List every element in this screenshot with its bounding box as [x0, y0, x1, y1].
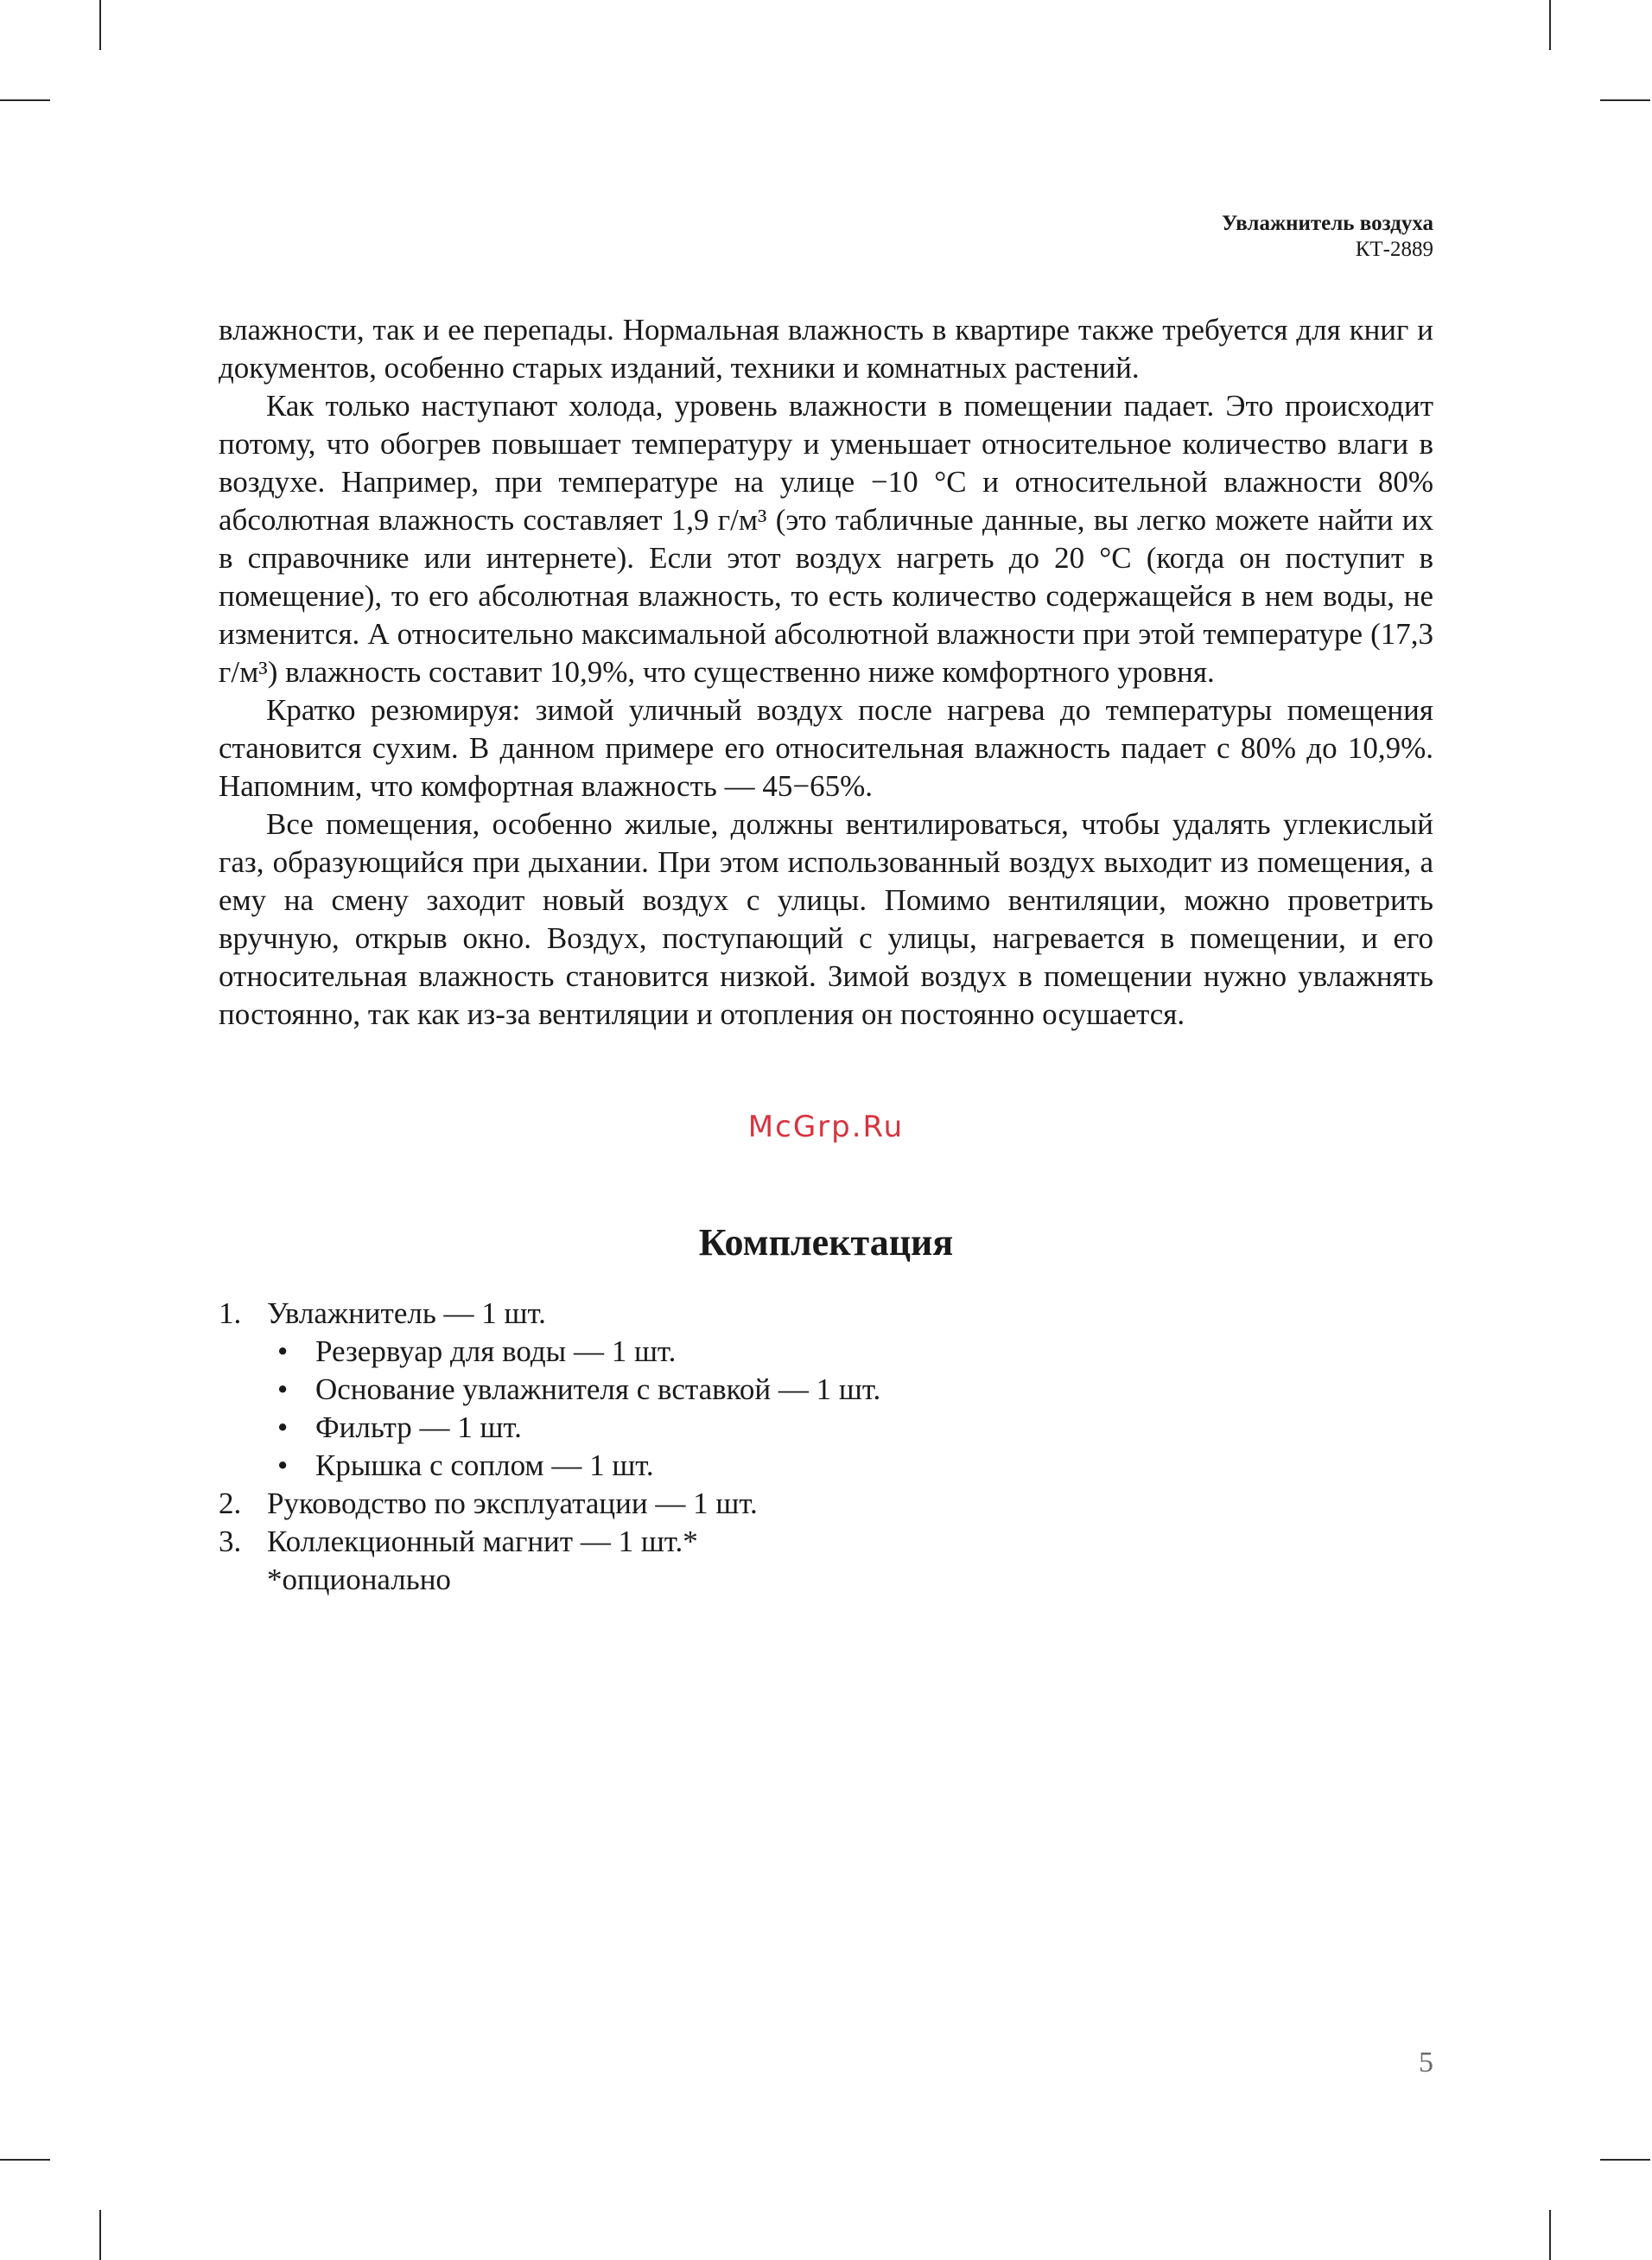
paragraph: Как только наступают холода, уровень влажности в помещении падает. Это происходит потому, что обогрев повышает температуру и уменьшает относительное количество влаги в воздухе. Например, при температуре на улице −10 °С и относительной влажности 80% абсолютная влажность составляет 1,9 г/м³ (это табличные данные, вы легко можете найти их в справочнике или интернете). Если этот воздух нагреть до 20 °С (когда он поступит в помещение), то его абсолютная влажность, то есть количество содержащейся в нем воды, не изменится. А относительно максимальной абсолютной влажности при этой температуре (17,3 г/м³) влажность составит 10,9%, что существенно ниже комфортного уровня. — [219, 389, 1433, 689]
sub-list-item — [267, 1371, 1433, 1409]
crop-mark — [1549, 2210, 1551, 2260]
paragraph: Кратко резюмируя: зимой уличный воздух после нагрева до температуры помещения становится сухим. В данном примере его относительная влажность падает с 80% до 10,9%. Напомним, что комфортная влажность — 45−65%. — [219, 693, 1433, 803]
sub-list-item-text: Фильтр — 1 шт. — [315, 1410, 522, 1444]
package-contents-list — [219, 1295, 1433, 1599]
list-item-number: 2. — [219, 1487, 242, 1520]
crop-mark — [1600, 2159, 1650, 2161]
list-item — [219, 1295, 1433, 1485]
sub-list-item — [267, 1333, 1433, 1371]
paragraph: влажности, так и ее перепады. Нормальная влажность в квартире также требуется для книг и документов, особенно старых изданий, техники и комнатных растений. — [219, 313, 1433, 385]
bullet-icon: • — [277, 1334, 289, 1368]
crop-mark — [1549, 0, 1551, 50]
list-item-number: 3. — [219, 1525, 242, 1558]
sub-list-item — [267, 1409, 1433, 1447]
list-item-text: Коллекционный магнит — 1 шт.* — [267, 1525, 698, 1558]
list-item-number: 1. — [219, 1296, 242, 1330]
list-item — [219, 1485, 1433, 1523]
footnote: *опционально — [267, 1563, 451, 1596]
bullet-icon: • — [277, 1448, 289, 1482]
page-number: 5 — [1419, 2047, 1433, 2079]
header-model: КТ-2889 — [1355, 238, 1433, 261]
crop-mark — [0, 99, 50, 101]
bullet-icon: • — [277, 1410, 289, 1444]
sub-list-item — [267, 1447, 1433, 1485]
crop-mark — [0, 2159, 50, 2161]
list-item-text: Увлажнитель — 1 шт. — [267, 1296, 546, 1330]
bullet-icon: • — [277, 1372, 289, 1406]
sub-list-item-text: Крышка с соплом — 1 шт. — [315, 1448, 654, 1482]
watermark: McGrp.Ru — [747, 1110, 905, 1144]
header-product-title: Увлажнитель воздуха — [1221, 212, 1433, 235]
sub-list — [267, 1333, 1433, 1485]
sub-list-item-text: Резервуар для воды — 1 шт. — [315, 1334, 677, 1368]
list-item-text: Руководство по эксплуатации — 1 шт. — [267, 1487, 758, 1520]
body-text — [219, 311, 1433, 1034]
list-item — [219, 1523, 1433, 1561]
crop-mark — [99, 0, 101, 50]
crop-mark — [1600, 99, 1650, 101]
section-title: Комплектация — [698, 1221, 954, 1264]
crop-mark — [99, 2210, 101, 2260]
running-header — [1222, 211, 1433, 263]
paragraph: Все помещения, особенно жилые, должны вентилироваться, чтобы удалять углекислый газ, образующийся при дыхании. При этом использованный воздух выходит из помещения, а ему на смену заходит новый воздух с улицы. Помимо вентиляции, можно проветрить вручную, открыв окно. Воздух, поступающий с улицы, нагревается в помещении, и его относительная влажность становится низкой. Зимой воздух в помещении нужно увлажнять постоянно, так как из-за вентиляции и отопления он постоянно осушается. — [219, 807, 1433, 1031]
sub-list-item-text: Основание увлажнителя с вставкой — 1 шт. — [315, 1372, 881, 1406]
